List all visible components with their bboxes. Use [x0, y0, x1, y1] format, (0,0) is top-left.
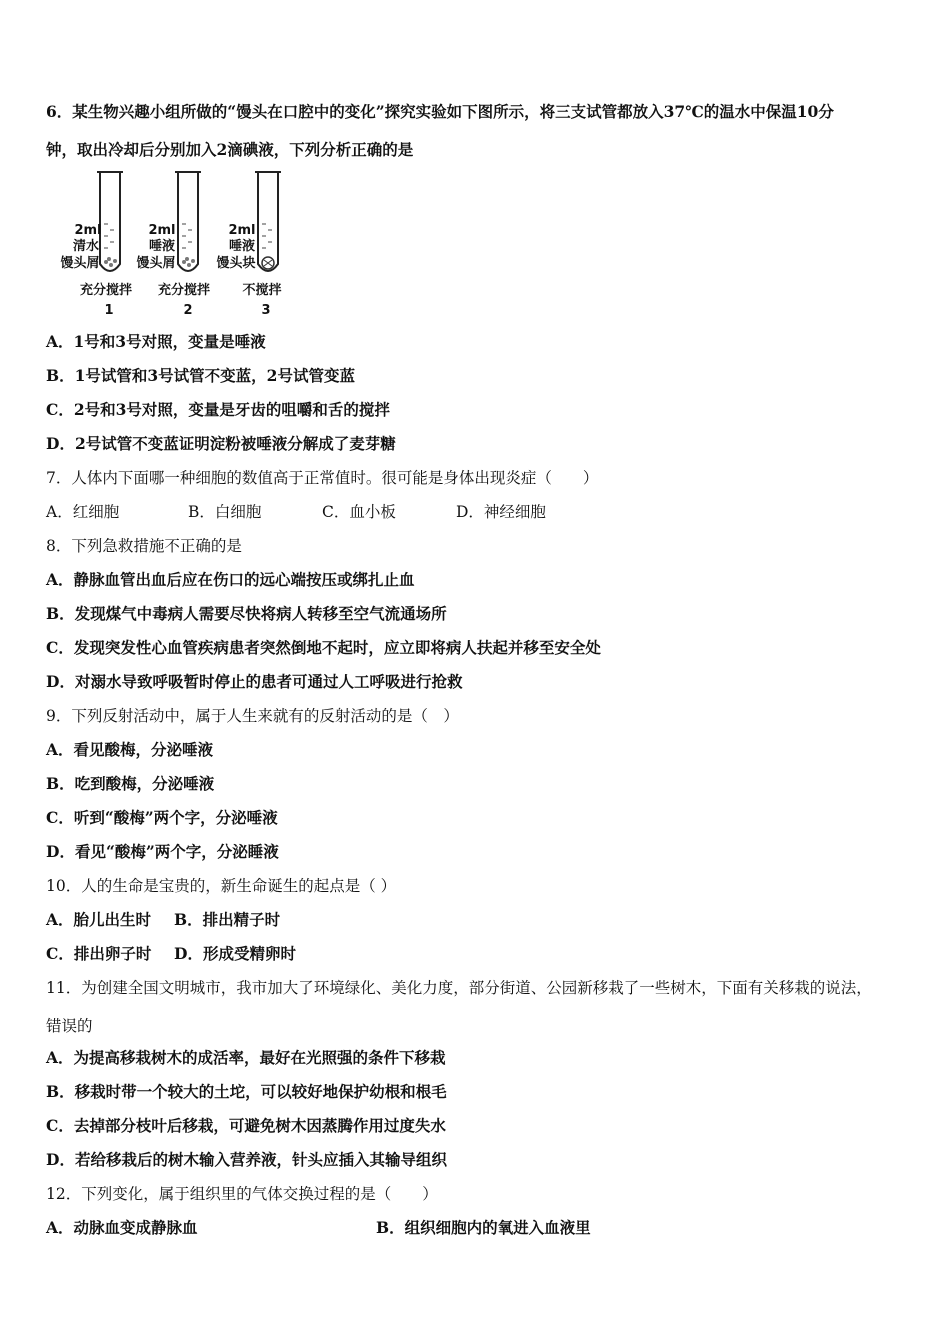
tube-2-number: 2	[183, 303, 193, 318]
q11-stem-line1: 11．为创建全国文明城市，我市加大了环境绿化、美化力度，部分街道、公园新移栽了一些树木，下面有关移栽的说法，	[46, 979, 872, 997]
test-tube-2	[175, 172, 201, 271]
q8-option-c[interactable]: C．发现突发性心血管疾病患者突然倒地不起时，应立即将病人扶起并移至安全处	[46, 638, 601, 657]
tube-2-volume: 2ml	[148, 223, 176, 238]
q6-stem-line1: 6．某生物兴趣小组所做的“馒头在口腔中的变化”探究实验如下图所示，将三支试管都放入37℃的温水中保温10分	[46, 102, 834, 121]
q7-option-b[interactable]: B．白细胞	[188, 503, 262, 521]
q9-option-c[interactable]: C．听到“酸梅”两个字，分泌唾液	[46, 808, 278, 827]
q11-option-a[interactable]: A．为提高移栽树木的成活率，最好在光照强的条件下移栽	[46, 1048, 446, 1067]
q12-stem: 12．下列变化，属于组织里的气体交换过程的是（ ）	[46, 1185, 438, 1203]
tube-2-sample: 馒头屑	[136, 256, 176, 271]
q10-option-d[interactable]: D．形成受精卵时	[174, 944, 296, 963]
q7-option-d[interactable]: D．神经细胞	[456, 503, 546, 521]
tube-1-number: 1	[104, 303, 114, 318]
tube-3-action: 不搅拌	[242, 283, 282, 298]
q8-option-d[interactable]: D．对溺水导致呼吸暂时停止的患者可通过人工呼吸进行抢救	[46, 672, 463, 691]
q9-stem: 9．下列反射活动中，属于人生来就有的反射活动的是（ ）	[46, 707, 459, 725]
q7-stem: 7．人体内下面哪一种细胞的数值高于正常值时。很可能是身体出现炎症（ ）	[46, 469, 599, 487]
tube-1-sample: 馒头屑	[60, 256, 100, 271]
q11-option-b[interactable]: B．移栽时带一个较大的土坨，可以较好地保护幼根和根毛	[46, 1082, 447, 1101]
q8-option-b[interactable]: B．发现煤气中毒病人需要尽快将病人转移至空气流通场所	[46, 604, 447, 623]
q11-option-d[interactable]: D．若给移栽后的树木输入营养液，针头应插入其输导组织	[46, 1150, 447, 1169]
q10-options-row2	[46, 944, 296, 964]
tube-1-volume: 2ml	[74, 223, 102, 238]
q10-option-a[interactable]: A．胎儿出生时	[46, 910, 152, 929]
q11-option-c[interactable]: C．去掉部分枝叶后移栽，可避免树木因蒸腾作用过度失水	[46, 1116, 446, 1135]
q6-option-a[interactable]: A．1号和3号对照，变量是唾液	[46, 332, 266, 351]
tube-1-action: 充分搅拌	[79, 283, 133, 298]
q8-stem: 8．下列急救措施不正确的是	[46, 537, 242, 555]
q7-option-a[interactable]: A．红细胞	[46, 503, 120, 521]
q12-options	[46, 1218, 591, 1238]
q6-option-c[interactable]: C．2号和3号对照，变量是牙齿的咀嚼和舌的搅拌	[46, 400, 390, 419]
tube-3-number: 3	[261, 303, 271, 318]
test-tube-figure	[52, 168, 292, 320]
q9-option-d[interactable]: D．看见“酸梅”两个字，分泌睡液	[46, 842, 279, 861]
q8-option-a[interactable]: A．静脉血管出血后应在伤口的远心端按压或绑扎止血	[46, 570, 415, 589]
q9-option-b[interactable]: B．吃到酸梅，分泌唾液	[46, 774, 215, 793]
q10-option-b[interactable]: B．排出精子时	[174, 910, 281, 929]
q12-option-a[interactable]: A．动脉血变成静脉血	[46, 1218, 198, 1237]
q9-option-a[interactable]: A．看见酸梅，分泌唾液	[46, 740, 214, 759]
q6-stem-line2: 钟，取出冷却后分别加入2滴碘液，下列分析正确的是	[46, 140, 414, 159]
q10-stem: 10．人的生命是宝贵的，新生命诞生的起点是（ ）	[46, 877, 397, 895]
test-tube-3	[255, 172, 281, 271]
q10-option-c[interactable]: C．排出卵子时	[46, 944, 152, 963]
q7-options	[46, 502, 546, 522]
test-tube-1	[97, 172, 123, 271]
q12-option-b[interactable]: B．组织细胞内的氧进入血液里	[376, 1218, 591, 1237]
q10-options-row1	[46, 910, 280, 930]
q6-option-d[interactable]: D．2号试管不变蓝证明淀粉被唾液分解成了麦芽糖	[46, 434, 396, 453]
tube-3-sample: 馒头块	[216, 256, 256, 271]
tube-2-liquid: 唾液	[148, 239, 176, 254]
tube-3-liquid: 唾液	[228, 239, 256, 254]
tube-2-action: 充分搅拌	[157, 283, 211, 298]
q6-option-b[interactable]: B．1号试管和3号试管不变蓝，2号试管变蓝	[46, 366, 355, 385]
q7-option-c[interactable]: C．血小板	[322, 503, 396, 521]
q11-stem-line2: 错误的	[46, 1017, 93, 1035]
tube-1-liquid: 清水	[72, 239, 100, 254]
tube-3-volume: 2ml	[228, 223, 256, 238]
